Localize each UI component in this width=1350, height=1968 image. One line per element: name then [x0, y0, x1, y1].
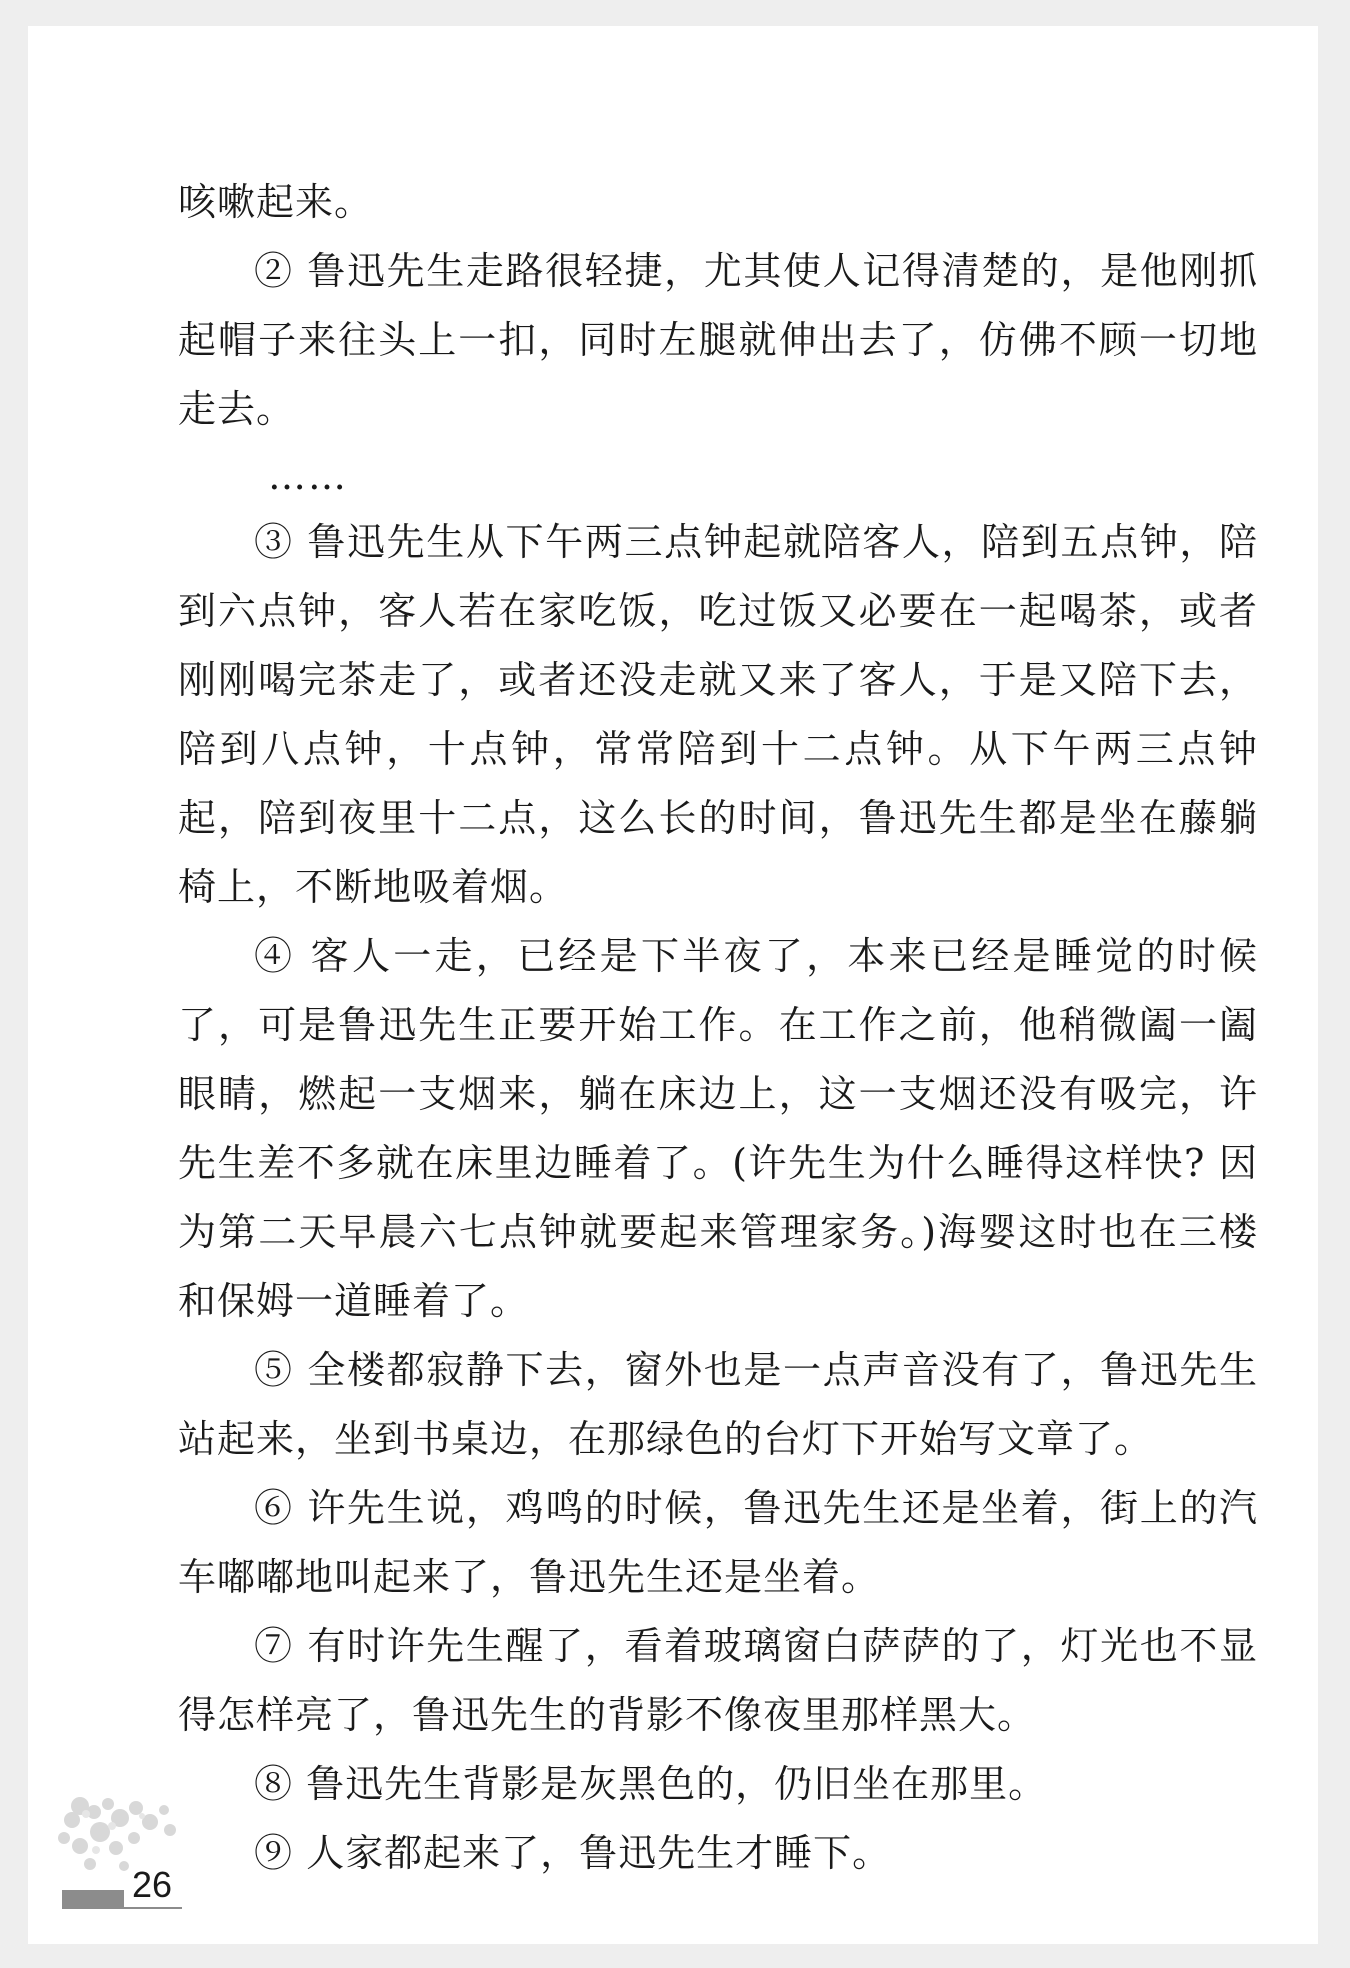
footer-rule [62, 1907, 182, 1909]
paragraph-continued: 咳嗽起来。 [178, 180, 374, 224]
document-page [28, 26, 1318, 1944]
paragraph-5: ⑤ 全楼都寂静下去，窗外也是一点声音没有了，鲁迅先生站起来，坐到书桌边，在那绿色的台灯下开始写文章了。 [178, 1348, 1258, 1461]
paragraph-9: ⑨ 人家都起来了，鲁迅先生才睡下。 [254, 1831, 892, 1875]
page-number: 26 [132, 1864, 173, 1905]
paragraph-3: ③ 鲁迅先生从下午两三点钟起就陪客人，陪到五点钟，陪到六点钟，客人若在家吃饭，吃过饭又必要在一起喝茶，或者刚刚喝完茶走了，或者还没走就又来了客人，于是又陪下去，陪到八点钟，十点钟，常常陪到十二点钟。从下午两三点钟起，陪到夜里十二点，这么长的时间，鲁迅先生都是坐在藤躺椅上，不断地吸着烟。 [178, 520, 1258, 909]
article-body [178, 168, 1258, 1888]
ellipsis-omission: …… [268, 454, 348, 498]
paragraph-6: ⑥ 许先生说，鸡鸣的时候，鲁迅先生还是坐着，街上的汽车嘟嘟地叫起来了，鲁迅先生还是坐着。 [178, 1486, 1258, 1599]
paragraph-8: ⑧ 鲁迅先生背影是灰黑色的，仍旧坐在那里。 [254, 1762, 1048, 1806]
paragraph-4: ④ 客人一走，已经是下半夜了，本来已经是睡觉的时候了，可是鲁迅先生正要开始工作。在工作之前，他稍微阖一阖眼睛，燃起一支烟来，躺在床边上，这一支烟还没有吸完，许先生差不多就在床里边睡着了。(许先生为什么睡得这样快? 因为第二天早晨六七点钟就要起来管理家务。)海婴这时也在三楼和保姆一道睡着了。 [178, 934, 1258, 1323]
paragraph-2: ② 鲁迅先生走路很轻捷，尤其使人记得清楚的，是他刚抓起帽子来往头上一扣，同时左腿就伸出去了，仿佛不顾一切地走去。 [178, 249, 1258, 431]
paragraph-7: ⑦ 有时许先生醒了，看着玻璃窗白萨萨的了，灯光也不显得怎样亮了，鲁迅先生的背影不像夜里那样黑大。 [178, 1624, 1258, 1737]
footer-bar [62, 1890, 124, 1908]
